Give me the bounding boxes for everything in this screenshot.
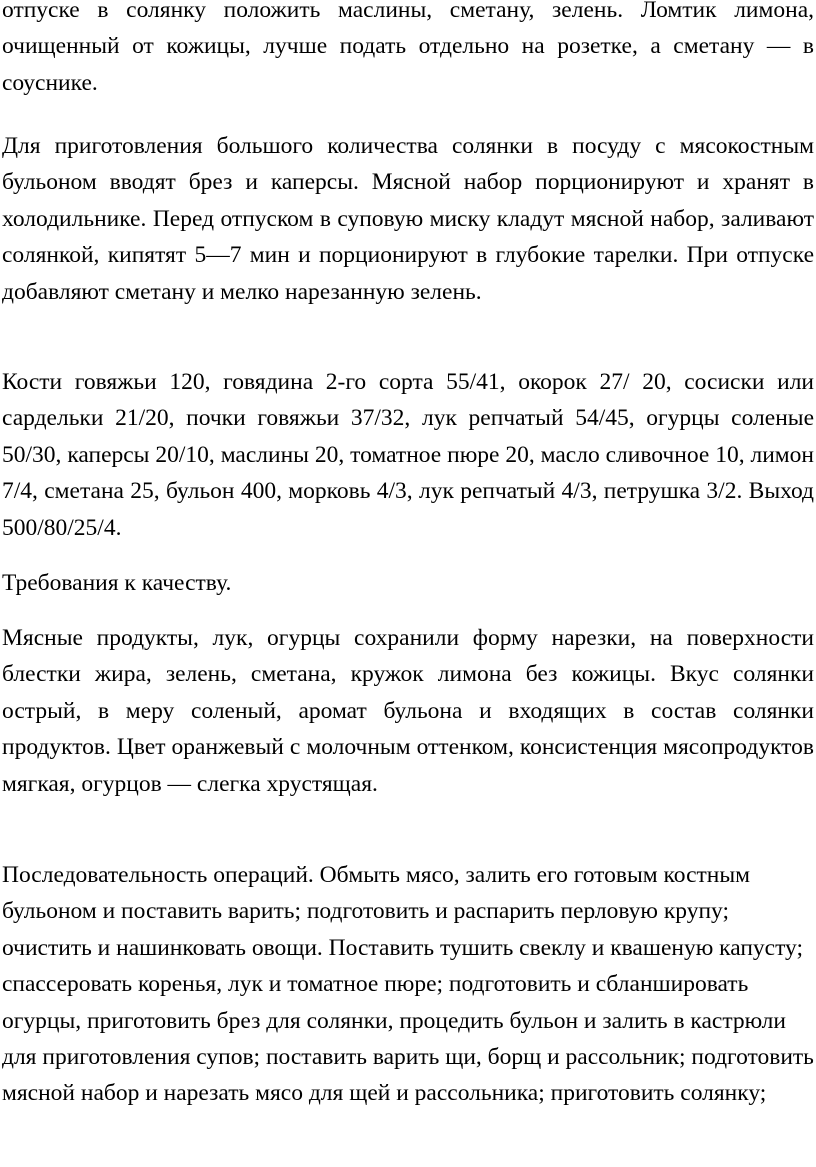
paragraph-ingredients-list: Кости говяжьи 120, говядина 2-го сорта 55/41, окорок 27/ 20, сосиски или сардельки 21/20, почки говяжьи 37/32, лук репчатый 54/45, огурцы соленые 50/30, каперсы 20/10, маслины 20, томатное пюре 20, масло сливочное 10, лимон 7/4, сметана 25, бульон 400, морковь 4/3, лук репчатый 4/3, петрушка 3/2. Выход 500/80/25/4.: [2, 369, 814, 541]
paragraph-serving-continuation: отпуске в солянку положить маслины, сметану, зелень. Ломтик лимона, очищенный от кожицы, лучше подать отдельно на розетке, а сметану — в соуснике.: [2, 0, 814, 96]
paragraph-quality-requirements: Мясные продукты, лук, огурцы сохранили форму нарезки, на поверхности блестки жира, зелень, сметана, кружок лимона без кожицы. Вкус солянки острый, в меру соленый, аромат бульона и входящих в состав солянки продуктов. Цвет оранжевый с молочным оттенком, консистенция мясопродуктов мягкая, огурцов — слегка хрустящая.: [2, 625, 814, 797]
paragraph-large-batch-preparation: Для приготовления большого количества солянки в посуду с мясокостным бульоном вводят брез и каперсы. Мясной набор порционируют и хранят в холодильнике. Перед отпуском в суповую миску кладут мясной набор, заливают солянкой, кипятят 5—7 мин и порционируют в глубокие тарелки. При отпуске добавляют сметану и мелко нарезанную зелень.: [2, 133, 814, 305]
paragraph-quality-requirements-heading: Требования к качеству.: [2, 570, 232, 596]
paragraph-operations-sequence: Последовательность операций. Обмыть мясо, залить его готовым костным бульоном и поставить варить; подготовить и распарить перловую крупу; очистить и нашинковать овощи. Поставить тушить свеклу и квашеную капусту; спассеровать коренья, лук и томатное пюре; подготовить и сбланшировать огурцы, приготовить брез для солянки, процедить бульон и залить в кастрюли для приготовления супов; поставить варить щи, борщ и рассольник; подготовить мясной набор и нарезать мясо для щей и рассольника; приготовить солянку;: [2, 862, 814, 1107]
